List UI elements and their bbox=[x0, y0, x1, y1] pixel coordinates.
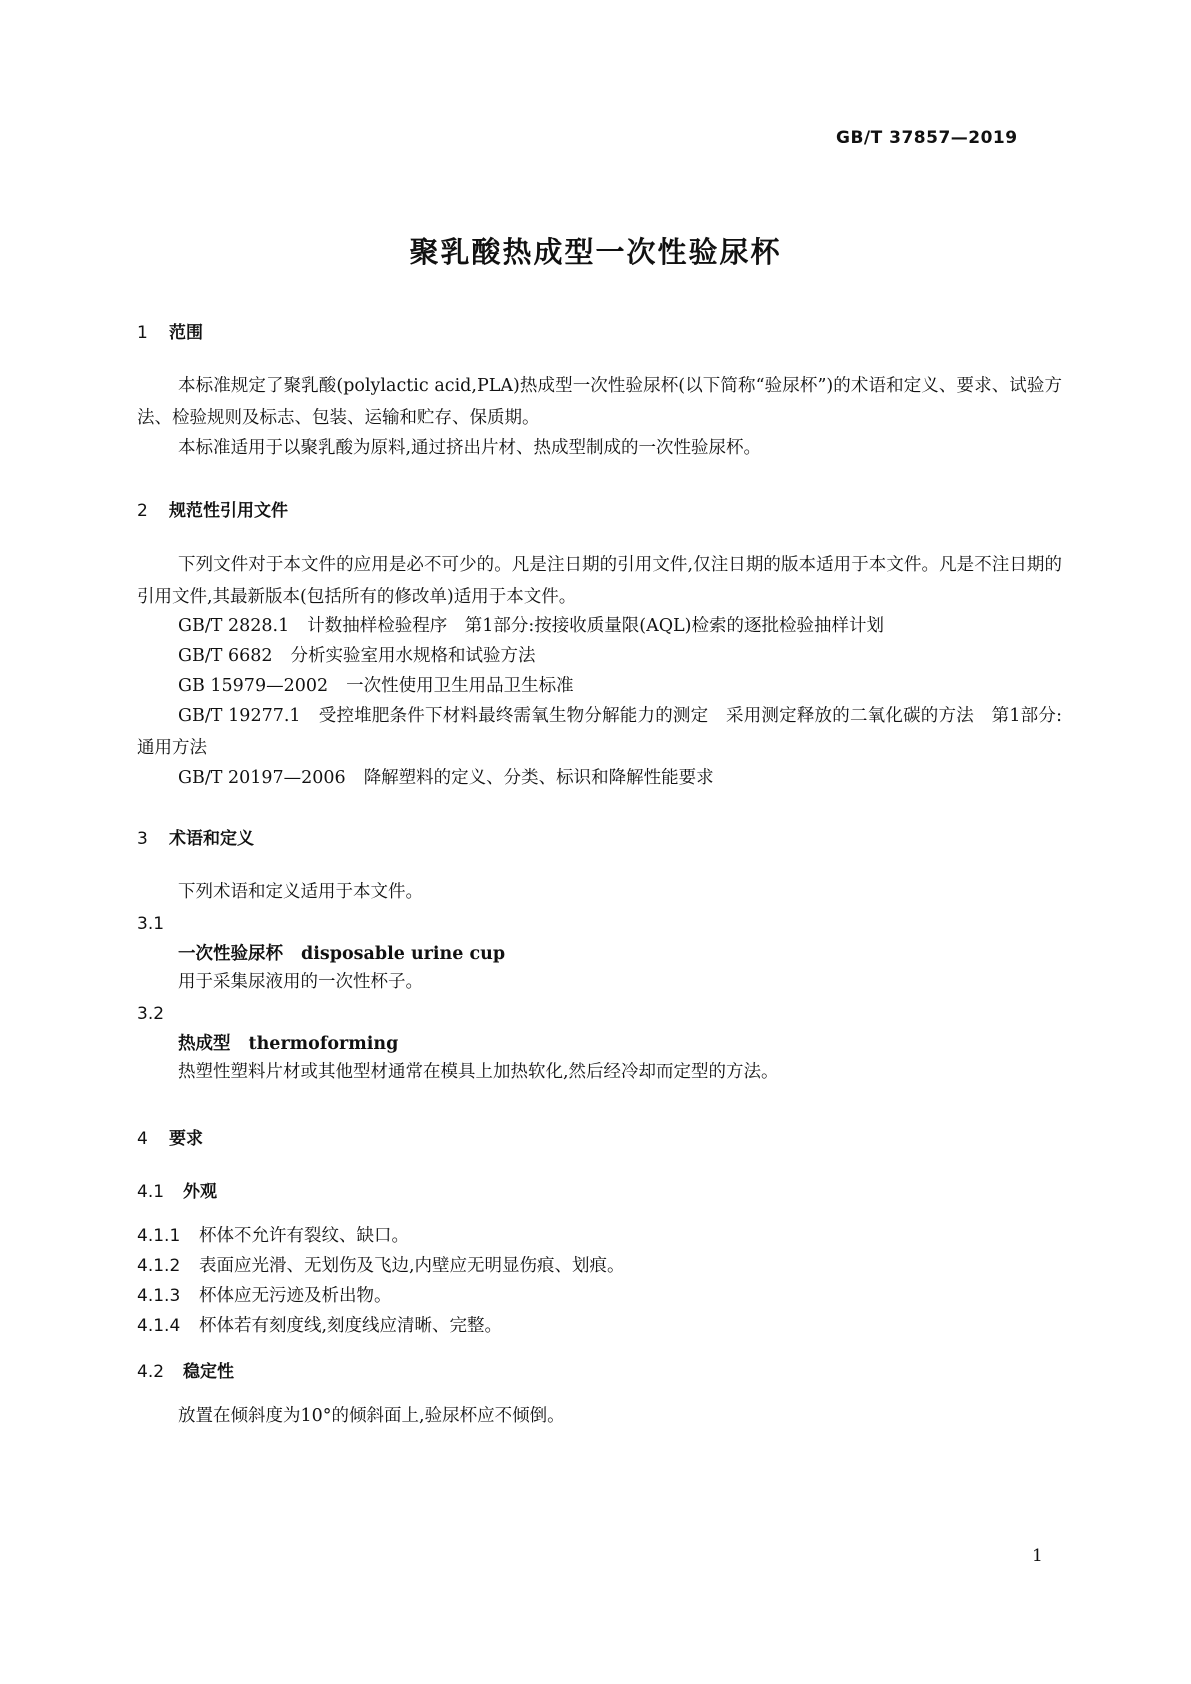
clause-number: 4.1.4 bbox=[137, 1316, 181, 1336]
subsection-title: 稳定性 bbox=[183, 1362, 234, 1382]
term-number: 3.2 bbox=[137, 1004, 165, 1024]
subsection-4-2-heading bbox=[137, 1357, 234, 1382]
reference-item bbox=[178, 640, 536, 672]
section-1-heading bbox=[137, 318, 203, 343]
page-number: 1 bbox=[1032, 1546, 1043, 1566]
clause-text: 杯体不允许有裂纹、缺口。 bbox=[199, 1226, 409, 1246]
term-english: disposable urine cup bbox=[301, 944, 506, 964]
term-number: 3.1 bbox=[137, 914, 165, 934]
reference-item bbox=[178, 670, 574, 702]
subsection-4-1-heading bbox=[137, 1177, 217, 1202]
clause-text: 杯体应无污迹及析出物。 bbox=[199, 1286, 392, 1306]
section-4-heading bbox=[137, 1124, 203, 1149]
section-title: 规范性引用文件 bbox=[169, 501, 288, 521]
clause-number: 4.1.1 bbox=[137, 1226, 181, 1246]
subsection-number: 4.1 bbox=[137, 1182, 165, 1202]
term-chinese: 一次性验尿杯 bbox=[178, 944, 283, 964]
section-title: 术语和定义 bbox=[169, 829, 254, 849]
reference-item bbox=[178, 762, 714, 794]
section-title: 要求 bbox=[169, 1129, 203, 1149]
standard-code: GB/T 37857—2019 bbox=[836, 128, 1018, 148]
reference-code: GB/T 19277.1 bbox=[178, 706, 301, 726]
reference-title: 受控堆肥条件下材料最终需氧生物分解能力的测定 采用测定释放的二氧化碳的方法 第1部分:通用方法 bbox=[137, 706, 1062, 758]
reference-title: 分析实验室用水规格和试验方法 bbox=[290, 646, 536, 666]
term-definition: 热塑性塑料片材或其他型材通常在模具上加热软化,然后经冷却而定型的方法。 bbox=[178, 1062, 779, 1082]
term-definition: 用于采集尿液用的一次性杯子。 bbox=[178, 972, 423, 992]
term-chinese: 热成型 bbox=[178, 1034, 231, 1054]
term-heading bbox=[178, 1030, 398, 1055]
subsection-4-2-paragraph: 放置在倾斜度为10°的倾斜面上,验尿杯应不倾倒。 bbox=[178, 1406, 565, 1426]
section-1-paragraph-2: 本标准适用于以聚乳酸为原料,通过挤出片材、热成型制成的一次性验尿杯。 bbox=[178, 438, 762, 458]
section-2-paragraph-1: 下列文件对于本文件的应用是必不可少的。凡是注日期的引用文件,仅注日期的版本适用于本文件。凡是不注日期的引用文件,其最新版本(包括所有的修改单)适用于本文件。 bbox=[137, 555, 1062, 607]
clause-text: 表面应光滑、无划伤及飞边,内壁应无明显伤痕、划痕。 bbox=[199, 1256, 625, 1276]
clause-text: 杯体若有刻度线,刻度线应清晰、完整。 bbox=[199, 1316, 503, 1336]
section-number: 4 bbox=[137, 1129, 148, 1149]
term-heading bbox=[178, 940, 505, 965]
section-number: 3 bbox=[137, 829, 148, 849]
section-3-paragraph-1: 下列术语和定义适用于本文件。 bbox=[178, 882, 423, 902]
reference-item bbox=[178, 610, 884, 642]
clause-item bbox=[137, 1310, 502, 1342]
subsection-title: 外观 bbox=[183, 1182, 217, 1202]
section-number: 2 bbox=[137, 501, 148, 521]
section-number: 1 bbox=[137, 323, 148, 343]
reference-code: GB/T 20197—2006 bbox=[178, 768, 346, 788]
clause-item bbox=[137, 1220, 409, 1252]
subsection-number: 4.2 bbox=[137, 1362, 165, 1382]
section-1-paragraph-1: 本标准规定了聚乳酸(polylactic acid,PLA)热成型一次性验尿杯(以下简称“验尿杯”)的术语和定义、要求、试验方法、检验规则及标志、包装、运输和贮存、保质期。 bbox=[137, 376, 1062, 428]
reference-title: 降解塑料的定义、分类、标识和降解性能要求 bbox=[363, 768, 714, 788]
reference-title: 一次性使用卫生用品卫生标准 bbox=[346, 676, 574, 696]
reference-code: GB 15979—2002 bbox=[178, 676, 329, 696]
clause-item bbox=[137, 1280, 392, 1312]
document-title: 聚乳酸热成型一次性验尿杯 bbox=[409, 235, 782, 269]
section-2-heading bbox=[137, 496, 288, 521]
reference-code: GB/T 6682 bbox=[178, 646, 273, 666]
section-title: 范围 bbox=[169, 323, 203, 343]
clause-number: 4.1.2 bbox=[137, 1256, 181, 1276]
reference-item bbox=[137, 700, 1062, 764]
term-english: thermoforming bbox=[248, 1034, 399, 1054]
clause-item bbox=[137, 1250, 625, 1282]
reference-title: 计数抽样检验程序 第1部分:按接收质量限(AQL)检索的逐批检验抽样计划 bbox=[307, 616, 885, 636]
section-3-heading bbox=[137, 824, 254, 849]
reference-code: GB/T 2828.1 bbox=[178, 616, 290, 636]
clause-number: 4.1.3 bbox=[137, 1286, 181, 1306]
